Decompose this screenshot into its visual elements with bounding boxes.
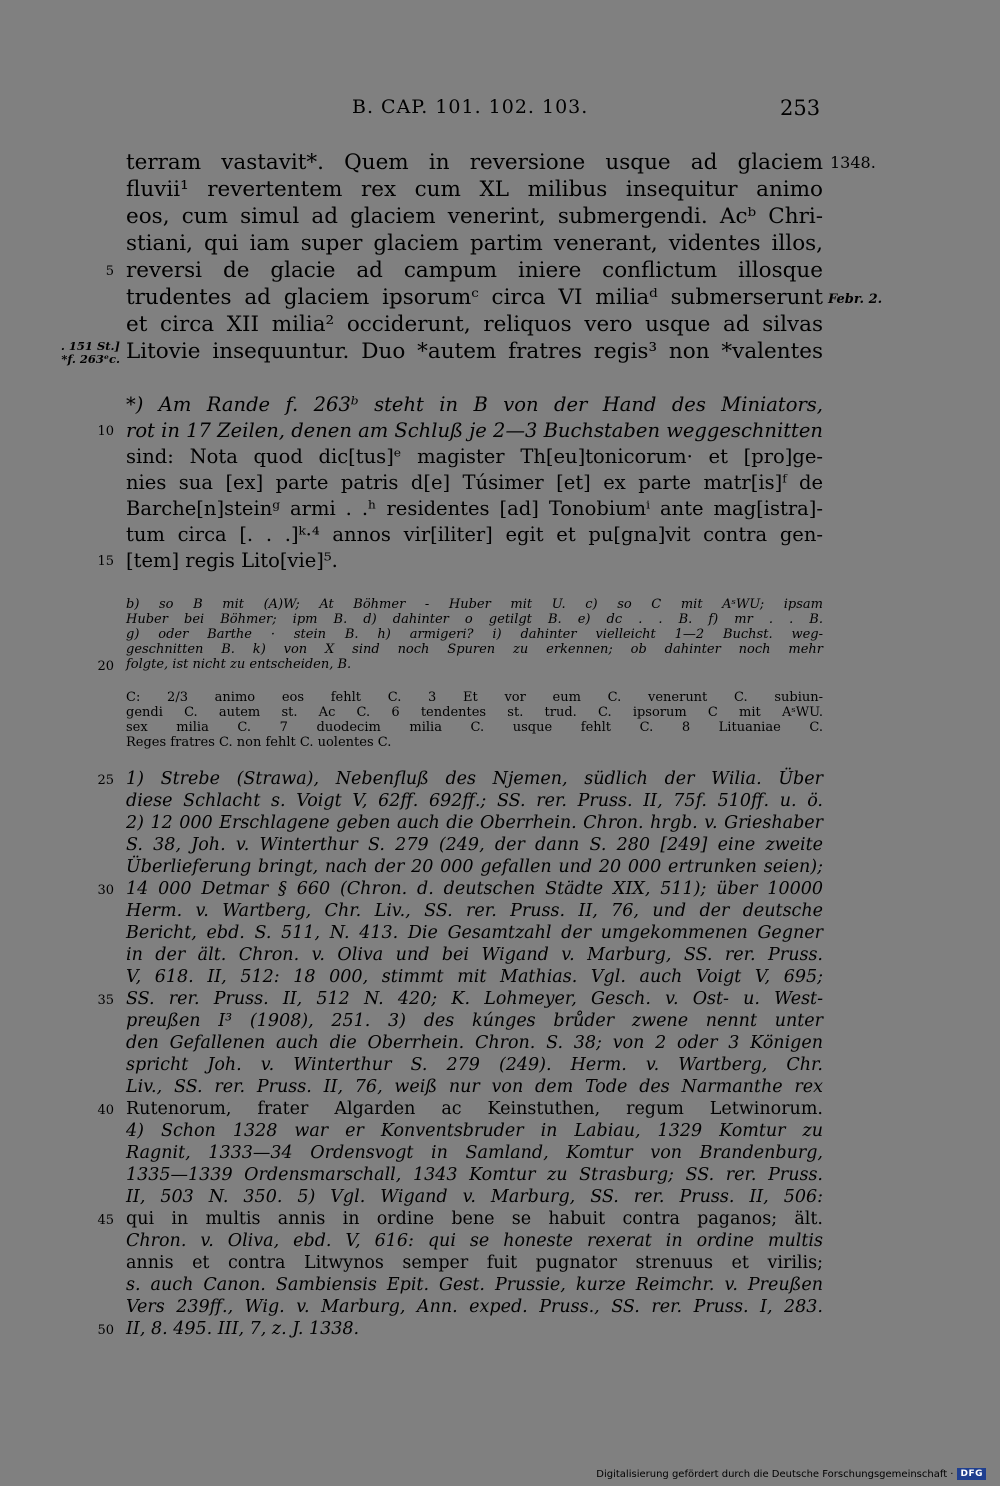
apparatus-line: b) so B mit (A)W; At Böhmer - Huber mit U. c) so C mit AˢWU; ipsam	[126, 597, 823, 612]
note-line: sind: Nota quod dic[tus]ᵉ magister Th[eu]tonicorum· et [pro]ge-	[126, 445, 823, 468]
footnote-line: Ragnit, 1333—34 Ordensvogt in Samland, Komtur von Brandenburg,	[126, 1143, 823, 1163]
footnote-line: 1335—1339 Ordensmarschall, 1343 Komtur zu Strasburg; SS. rer. Pruss.	[126, 1165, 823, 1185]
footnote-line: diese Schlacht s. Voigt V, 62ff. 692ff.; SS. rer. Pruss. II, 75f. 510ff. u. ö.	[126, 791, 823, 811]
footnote-line: Vers 239ff., Wig. v. Marburg, Ann. exped. Pruss., SS. rer. Pruss. I, 283.	[126, 1297, 823, 1317]
variant-line: sex milia C. 7 duodecim milia C. usque fehlt C. 8 Lituaniae C.	[126, 720, 823, 735]
margin-folio	[28, 340, 120, 366]
footnote-line: Bericht, ebd. S. 511, N. 413. Die Gesamtzahl der umgekommenen Gegner	[126, 923, 823, 943]
footnote-line: 2) 12 000 Erschlagene geben auch die Oberrhein. Chron. hrgb. v. Grieshaber	[126, 813, 823, 833]
apparatus-line: geschnitten B. k) von X sind noch Spuren zu erkennen; ob dahinter noch mehr	[126, 642, 823, 657]
footnote-line: Chron. v. Oliva, ebd. V, 616: qui se honeste rexerat in ordine multis	[126, 1231, 823, 1251]
line-number: 20	[97, 659, 114, 674]
apparatus-line: Huber bei Böhmer; ipm B. d) dahinter o getilgt B. e) dc . . B. f) mr . . B.	[126, 612, 823, 627]
variant-line: C: 2/3 animo eos fehlt C. 3 Et vor eum C. venerunt C. subiun-	[126, 690, 823, 705]
funding-text: Digitalisierung gefördert durch die Deutsche Forschungsgemeinschaft ·	[596, 1468, 954, 1480]
footnote-line: Überlieferung bringt, nach der 20 000 gefallen und 20 000 ertrunken seien);	[126, 857, 823, 877]
footnote-line: annis et contra Litwynos semper fuit pugnator strenuus et virilis;	[126, 1253, 823, 1273]
apparatus-line: folgte, ist nicht zu entscheiden, B.	[126, 657, 352, 672]
text-line: eos, cum simul ad glaciem venerint, submergendi. Acᵇ Chri-	[126, 204, 823, 229]
line-number: 30	[97, 883, 114, 898]
footnote-line: 4) Schon 1328 war er Konventsbruder in Labiau, 1329 Komtur zu	[126, 1121, 823, 1141]
footnote-line: den Gefallenen auch die Oberrhein. Chron. S. 38; von 2 oder 3 Königen	[126, 1033, 823, 1053]
line-number: 40	[97, 1103, 114, 1118]
apparatus-line: g) oder Barthe · stein B. h) armigeri? i) dahinter vielleicht 1—2 Buchst. weg-	[126, 627, 823, 642]
footnote-line: Liv., SS. rer. Pruss. II, 76, weiß nur von dem Tode des Narmanthe rex	[126, 1077, 823, 1097]
footnote-line: II, 503 N. 350. 5) Vgl. Wigand v. Marburg, SS. rer. Pruss. II, 506:	[126, 1187, 823, 1207]
margin-folio-line: . 151 St.]	[60, 339, 120, 353]
footnote-line: Herm. v. Wartberg, Chr. Liv., SS. rer. Pruss. II, 76, und der deutsche	[126, 901, 823, 921]
line-number: 50	[97, 1323, 114, 1338]
line-number: 45	[97, 1213, 114, 1228]
margin-folio-line: *f. 263ᵉc.	[61, 352, 120, 366]
line-number: 35	[97, 993, 114, 1008]
note-line: tum circa [. . .]ᵏ·⁴ annos vir[iliter] egit et pu[gna]vit contra gen-	[126, 523, 823, 546]
text-line: Litovie insequuntur. Duo *autem fratres regis³ non *valentes	[126, 339, 823, 364]
footnote-line: qui in multis annis in ordine bene se habuit contra paganos; ält.	[126, 1209, 823, 1229]
line-number: 5	[105, 264, 114, 279]
footnote-line: S. 38, Joh. v. Winterthur S. 279 (249, der dann S. 280 [249] eine zweite	[126, 835, 823, 855]
text-line: reversi de glacie ad campum iniere conflictum illosque	[126, 258, 823, 283]
margin-date: Febr. 2.	[828, 292, 883, 307]
running-header	[0, 96, 1000, 126]
footnote-line: V, 618. II, 512: 18 000, stimmt mit Mathias. Vgl. auch Voigt V, 695;	[126, 967, 823, 987]
funding-footer	[596, 1467, 986, 1481]
text-line: trudentes ad glaciem ipsorumᶜ circa VI miliaᵈ submerserunt	[126, 285, 823, 310]
text-line: fluvii¹ revertentem rex cum XL milibus insequitur animo	[126, 177, 823, 202]
note-line: nies sua [ex] parte patris d[e] Túsimer [et] ex parte matr[is]ᶠ de	[126, 471, 823, 494]
variant-line: Reges fratres C. non fehlt C. uolentes C.	[126, 735, 392, 750]
line-number: 25	[97, 773, 114, 788]
footnote-line: spricht Joh. v. Winterthur S. 279 (249). Herm. v. Wartberg, Chr.	[126, 1055, 823, 1075]
margin-year: 1348.	[830, 153, 876, 172]
footnote-line: preußen I³ (1908), 251. 3) des kúnges brůder zwene nennt unter	[126, 1011, 823, 1031]
page-number: 253	[780, 96, 821, 120]
footnote-line: SS. rer. Pruss. II, 512 N. 420; K. Lohmeyer, Gesch. v. Ost- u. West-	[126, 989, 823, 1009]
variant-line: gendi C. autem st. Ac C. 6 tendentes st. trud. C. ipsorum C mit AˢWU.	[126, 705, 823, 720]
dfg-logo: DFG	[957, 1468, 986, 1480]
note-line: *) Am Rande f. 263ᵇ steht in B von der Hand des Miniators,	[126, 393, 823, 416]
note-line: Barche[n]steinᵍ armi . .ʰ residentes [ad] Tonobiumⁱ ante mag[istra]-	[126, 497, 823, 520]
footnote-line: II, 8. 495. III, 7, z. J. 1338.	[126, 1319, 360, 1339]
footnote-line: 1) Strebe (Strawa), Nebenfluß des Njemen, südlich der Wilia. Über	[126, 769, 823, 789]
line-number: 15	[97, 554, 114, 569]
footnote-line: Rutenorum, frater Algarden ac Keinstuthen, regum Letwinorum.	[126, 1099, 823, 1119]
footnote-line: 14 000 Detmar § 660 (Chron. d. deutschen Städte XIX, 511); über 10000	[126, 879, 823, 899]
running-title: B. CAP. 101. 102. 103.	[352, 96, 589, 118]
note-line: [tem] regis Lito[vie]⁵.	[126, 549, 338, 572]
text-line: et circa XII milia² occiderunt, reliquos vero usque ad silvas	[126, 312, 823, 337]
text-line: terram vastavit*. Quem in reversione usque ad glaciem	[126, 150, 823, 175]
line-number: 10	[97, 424, 114, 439]
note-line: rot in 17 Zeilen, denen am Schluß je 2—3 Buchstaben weggeschnitten	[126, 419, 823, 442]
footnote-line: in der ält. Chron. v. Oliva und bei Wigand v. Marburg, SS. rer. Pruss.	[126, 945, 823, 965]
footnote-line: s. auch Canon. Sambiensis Epit. Gest. Prussie, kurze Reimchr. v. Preußen	[126, 1275, 823, 1295]
text-line: stiani, qui iam super glaciem partim venerant, videntes illos,	[126, 231, 823, 256]
